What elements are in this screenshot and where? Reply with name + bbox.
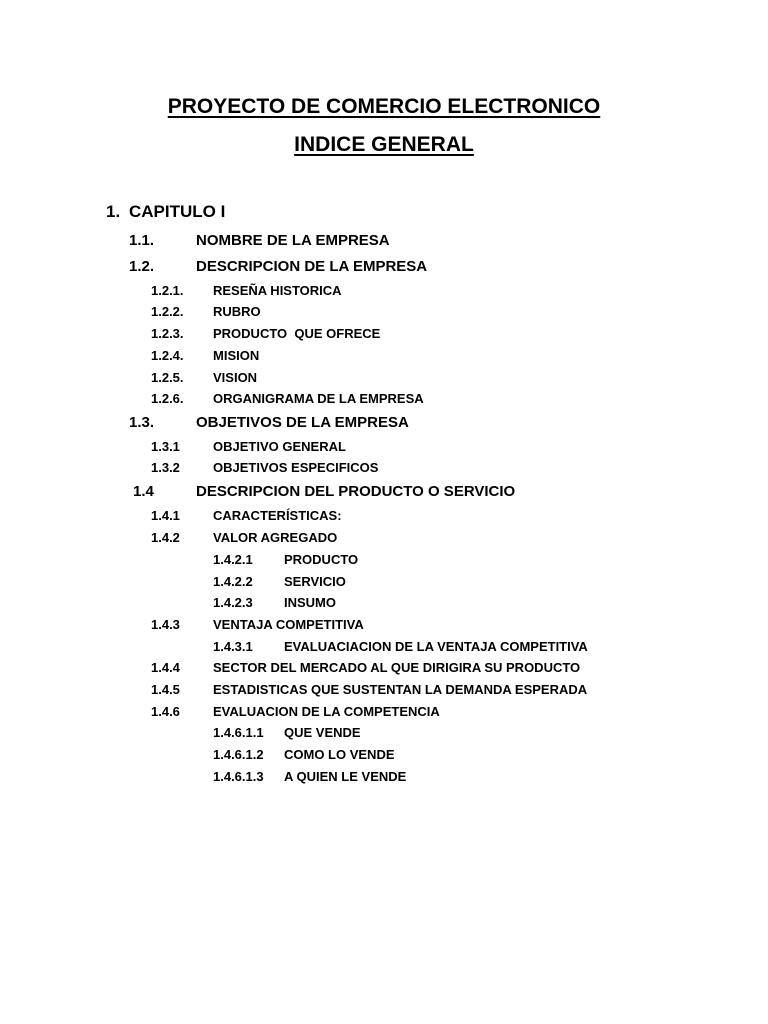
toc-label: RESEÑA HISTORICA bbox=[213, 283, 342, 298]
toc-label: INSUMO bbox=[284, 595, 336, 610]
toc-number: 1.4.5 bbox=[151, 682, 180, 697]
toc-number: 1.4.4 bbox=[151, 660, 180, 675]
toc-label: A QUIEN LE VENDE bbox=[284, 769, 407, 784]
toc-label: OBJETIVO GENERAL bbox=[213, 439, 346, 454]
toc-number: 1.3. bbox=[129, 414, 155, 431]
toc-number: 1.4.2 bbox=[151, 530, 180, 545]
toc-number: 1.1. bbox=[129, 232, 155, 249]
toc-number: 1.4.6.1.2 bbox=[213, 747, 264, 762]
toc-label: QUE VENDE bbox=[284, 725, 361, 740]
toc-label: NOMBRE DE LA EMPRESA bbox=[196, 232, 390, 249]
toc-number: 1. bbox=[106, 202, 121, 221]
toc-label: OBJETIVOS ESPECIFICOS bbox=[213, 460, 379, 475]
toc-label: CAPITULO I bbox=[129, 202, 226, 221]
toc-label: OBJETIVOS DE LA EMPRESA bbox=[196, 414, 409, 431]
toc-label: ESTADISTICAS QUE SUSTENTAN LA DEMANDA ESPERADA bbox=[213, 682, 588, 697]
toc-number: 1.2.5. bbox=[151, 370, 184, 385]
toc-number: 1.4.6.1.1 bbox=[213, 725, 264, 740]
toc-number: 1.2.6. bbox=[151, 391, 184, 406]
toc-number: 1.2.2. bbox=[151, 304, 184, 319]
toc-label: VALOR AGREGADO bbox=[213, 530, 338, 545]
toc-number: 1.3.2 bbox=[151, 460, 180, 475]
toc-number: 1.2. bbox=[129, 258, 155, 275]
toc-number: 1.4.3 bbox=[151, 617, 180, 632]
toc-label: EVALUACIACION DE LA VENTAJA COMPETITIVA bbox=[284, 639, 588, 654]
toc-number: 1.3.1 bbox=[151, 439, 180, 454]
toc-label: ORGANIGRAMA DE LA EMPRESA bbox=[213, 391, 424, 406]
toc-number: 1.2.4. bbox=[151, 348, 184, 363]
toc-number: 1.2.1. bbox=[151, 283, 184, 298]
toc-number: 1.4.2.3 bbox=[213, 595, 253, 610]
toc-label: VISION bbox=[213, 370, 258, 385]
toc-number: 1.4.2.1 bbox=[213, 552, 253, 567]
document-title: PROYECTO DE COMERCIO ELECTRONICO bbox=[167, 95, 601, 118]
toc-label: SECTOR DEL MERCADO AL QUE DIRIGIRA SU PRODUCTO bbox=[213, 660, 581, 675]
document-subtitle: INDICE GENERAL bbox=[294, 133, 474, 156]
toc-number: 1.4.2.2 bbox=[213, 574, 253, 589]
toc-number: 1.4.3.1 bbox=[213, 639, 253, 654]
toc-label: PRODUCTO QUE OFRECE bbox=[213, 326, 381, 341]
toc-label: DESCRIPCION DEL PRODUCTO O SERVICIO bbox=[196, 483, 516, 500]
toc-number: 1.4.1 bbox=[151, 508, 180, 523]
toc-label: SERVICIO bbox=[284, 574, 346, 589]
toc-label: MISION bbox=[213, 348, 260, 363]
toc-label: COMO LO VENDE bbox=[284, 747, 395, 762]
toc-number: 1.2.3. bbox=[151, 326, 184, 341]
toc-label: RUBRO bbox=[213, 304, 261, 319]
toc-number: 1.4 bbox=[133, 483, 154, 500]
toc-label: DESCRIPCION DE LA EMPRESA bbox=[196, 258, 428, 275]
toc-label: CARACTERÍSTICAS: bbox=[213, 508, 342, 523]
toc-label: VENTAJA COMPETITIVA bbox=[213, 617, 364, 632]
toc-number: 1.4.6 bbox=[151, 704, 180, 719]
toc-label: PRODUCTO bbox=[284, 552, 359, 567]
toc-number: 1.4.6.1.3 bbox=[213, 769, 264, 784]
toc-label: EVALUACION DE LA COMPETENCIA bbox=[213, 704, 440, 719]
